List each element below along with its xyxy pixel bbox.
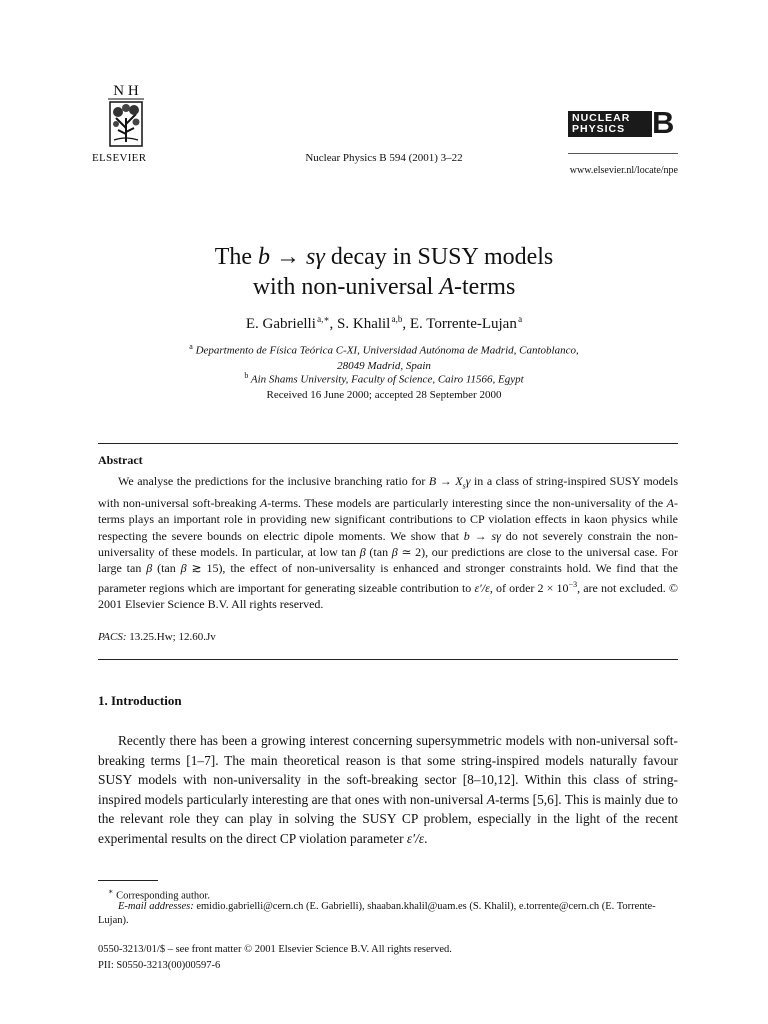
introduction-paragraph: Recently there has been a growing interest concerning supersymmetric models with non-universal soft-breaking terms [1–7]. The main theoretical reason is that some string-inspired models naturally favour SUSY models with non-universality in the soft-breaking sector [8–10,12]. Within this class of string-inspired models particularly interesting are that ones with non-universal A-terms [5,6]. This is mainly due to the relevant role they can play in solving the SUSY CP problem, especially in the light of the recent experimental results on the direct CP violation parameter ε′/ε. xyxy=(98,733,678,846)
author-affiliation-mark: a xyxy=(518,314,523,324)
title-line-1: The b → sγ decay in SUSY models xyxy=(214,244,554,270)
author-name: S. Khalil xyxy=(337,316,391,332)
author-name: E. Torrente-Lujan xyxy=(409,316,517,332)
elsevier-tree-logo xyxy=(92,80,160,150)
affiliation-b: $^b$ Ain Shams University, Faculty of Science, Cairo 11566, Egypt xyxy=(244,371,524,386)
journal-logo-line1: NUCLEAR xyxy=(572,112,631,124)
nuclear-physics-b-logo xyxy=(568,105,678,140)
title-line-2: with non-universal A-terms xyxy=(252,274,516,300)
pii-line: PII: S0550-3213(00)00597-6 xyxy=(98,960,221,971)
journal-logo-line2: PHYSICS xyxy=(572,123,626,135)
pacs-codes: PACS: 13.25.Hw; 12.60.Jv xyxy=(98,631,216,643)
footnote-emails: E-mail addresses: emidio.gabrielli@cern.ch (E. Gabrielli), shaaban.khalil@uam.es (S. Khalil), e.torrente@cern.ch (E. Torrente-Lujan). xyxy=(98,901,656,926)
journal-url[interactable]: www.elsevier.nl/locate/npe xyxy=(569,165,678,176)
author-name: E. Gabrielli xyxy=(245,316,316,332)
author-affiliation-mark: a,b xyxy=(391,314,403,324)
received-dates: Received 16 June 2000; accepted 28 September 2000 xyxy=(266,389,502,401)
author-list: E. Gabrielli $^{a,∗}$, S. Khalil $^{a,b}$, E. Torrente-Lujan $^a$ xyxy=(245,314,523,332)
author-affiliation-mark: a,∗ xyxy=(317,314,330,324)
journal-logo-letter: B xyxy=(652,105,675,140)
footnote-rule xyxy=(98,880,158,881)
section-heading-introduction: 1. Introduction xyxy=(98,693,182,708)
publisher-mark: N H xyxy=(113,83,139,99)
header-rule xyxy=(568,153,678,154)
affiliation-a: $^a$ Departmento de Física Teórica C-XI, Universidad Autónoma de Madrid, Cantoblanco, 28049 Madrid, Spain xyxy=(189,342,579,372)
journal-logo-box xyxy=(568,111,652,137)
publisher-name: ELSEVIER xyxy=(92,152,147,164)
abstract-text: We analyse the predictions for the inclusive branching ratio for $B \to X_s\gamma$ in a class of string-inspired SUSY models with non-universal soft-breaking A-terms. These models are particularly interesting since the non-universality of the A-terms plays an important role in providing new significant contributions to CP violation effects in kaon physics while respecting the severe bounds on electric dipole moments. We show that b → sγ do not severely constrain the non-universality of these models. In particular, at low tan β (tan β ≃ 2), our predictions are close to the universal case. For large tan β (tan β ≳ 15), the effect of non-universality is enhanced and stronger constraints hold. We find that the parameter regions which are important for generating sizeable contribution to ε′/ε, of order $2 \times 10^{-3}$, are not excluded. © 2001 Elsevier Science B.V. All rights reserved. xyxy=(98,474,678,612)
abstract-heading: Abstract xyxy=(98,453,143,467)
footnote-corresponding-author: ∗ Corresponding author. xyxy=(108,887,210,902)
abstract-top-rule xyxy=(98,443,678,444)
journal-reference: Nuclear Physics B 594 (2001) 3–22 xyxy=(305,152,463,164)
copyright-line: 0550-3213/01/$ – see front matter © 2001 Elsevier Science B.V. All rights reserved. xyxy=(98,944,452,955)
abstract-bottom-rule xyxy=(98,659,678,660)
paper-title xyxy=(0,242,768,302)
